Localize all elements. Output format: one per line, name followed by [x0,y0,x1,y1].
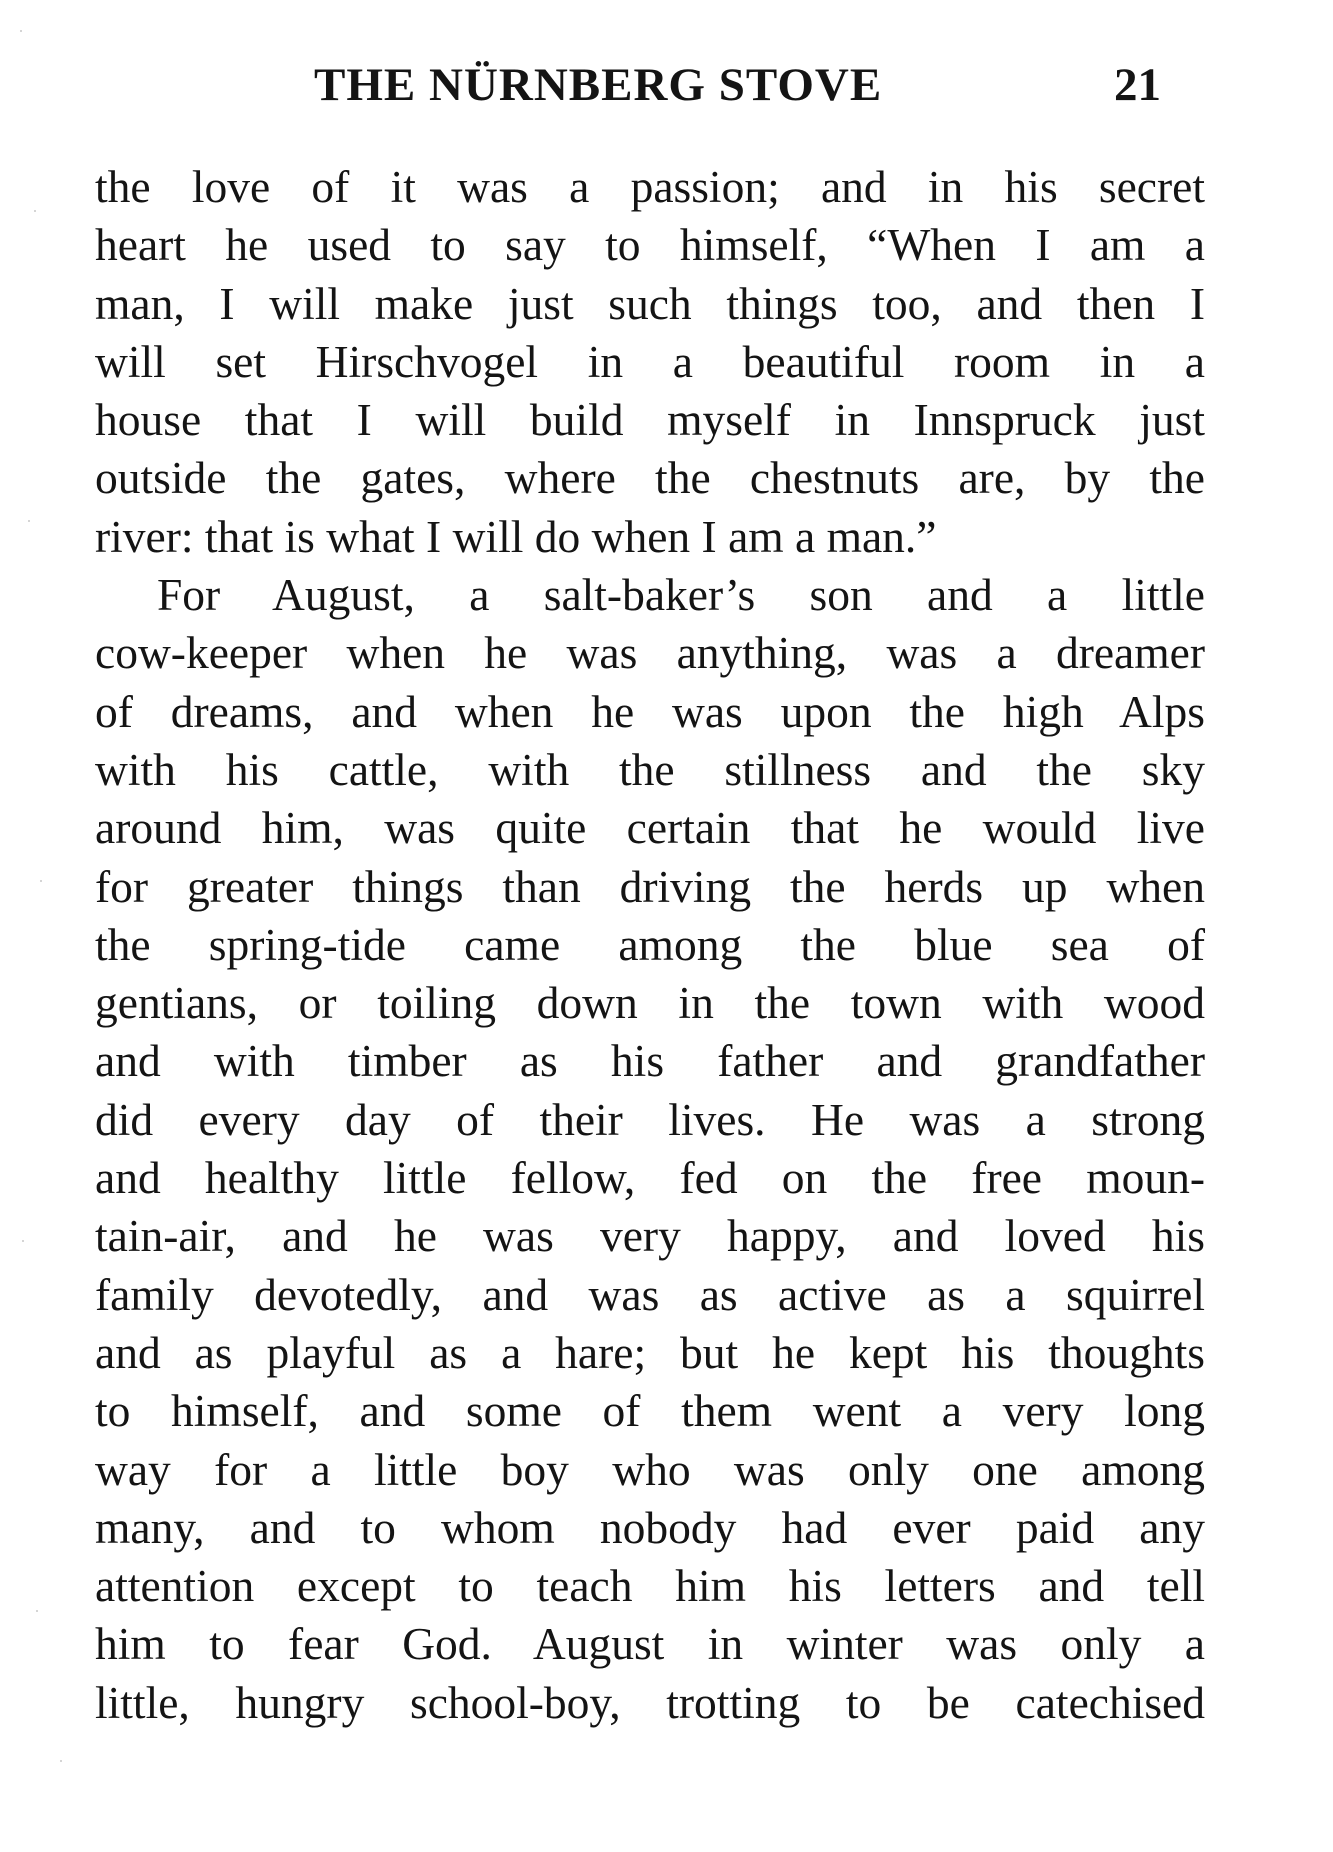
text-line: will set Hirschvogel in a beautiful room in a [95,335,1205,387]
scan-speck [36,1610,38,1612]
text-line: and healthy little fellow, fed on the free moun- [95,1152,1205,1204]
text-line: way for a little boy who was only one among [95,1443,1205,1495]
running-title: THE NÜRNBERG STOVE [314,59,883,111]
scan-speck [20,30,22,32]
text-line: and as playful as a hare; but he kept his thoughts [95,1326,1205,1378]
text-line: little, hungry school-boy, trotting to be catechised [95,1676,1205,1728]
body-text [95,158,1205,1732]
text-line: of dreams, and when he was upon the high Alps [95,685,1205,737]
text-line: the spring-tide came among the blue sea of [95,918,1205,970]
text-line: attention except to teach him his letters and tell [95,1560,1205,1612]
text-line: outside the gates, where the chestnuts are, by the [95,452,1205,504]
scan-speck [22,1240,24,1242]
text-line: man, I will make just such things too, and then I [95,277,1205,329]
text-line: house that I will build myself in Innspruck just [95,394,1205,446]
text-line: around him, was quite certain that he would live [95,802,1205,854]
text-line: and with timber as his father and grandfather [95,1035,1205,1087]
scan-speck [60,1760,62,1762]
running-head [314,58,1214,118]
text-line: many, and to whom nobody had ever paid any [95,1501,1205,1553]
scan-speck [40,880,42,882]
text-line: tain-air, and he was very happy, and loved his [95,1210,1205,1262]
text-line: gentians, or toiling down in the town with wood [95,977,1205,1029]
text-line: cow-keeper when he was anything, was a dreamer [95,627,1205,679]
text-line: to himself, and some of them went a very long [95,1385,1205,1437]
paragraph-start-line: For August, a salt-baker’s son and a little [157,569,1205,621]
text-line: him to fear God. August in winter was only a [95,1618,1205,1670]
text-line: for greater things than driving the herds up when [95,860,1205,912]
text-line: heart he used to say to himself, “When I am a [95,219,1205,271]
text-line: with his cattle, with the stillness and the sky [95,743,1205,795]
text-line: family devotedly, and was as active as a squirrel [95,1268,1205,1320]
scan-speck [34,210,36,212]
page-number: 21 [1114,59,1161,111]
paragraph-end-line: river: that is what I will do when I am a man.” [95,510,937,562]
text-line: did every day of their lives. He was a strong [95,1093,1205,1145]
scan-speck [28,520,30,522]
text-line: the love of it was a passion; and in his secret [95,161,1205,212]
